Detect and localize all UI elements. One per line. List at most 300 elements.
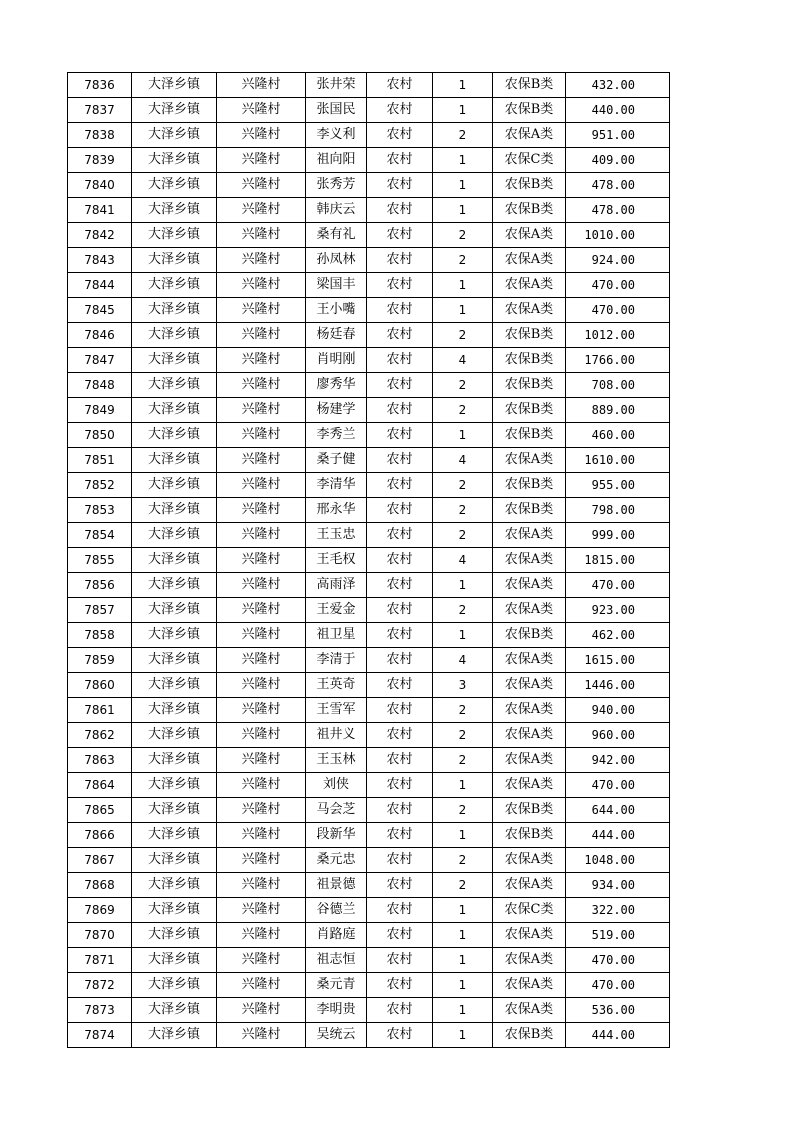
household-type-cell: 农村 xyxy=(367,423,433,448)
row-number-cell: 7863 xyxy=(68,748,132,773)
township-cell: 大泽乡镇 xyxy=(132,298,217,323)
village-cell: 兴隆村 xyxy=(217,498,306,523)
village-cell: 兴隆村 xyxy=(217,673,306,698)
category-cell: 农保B类 xyxy=(493,823,566,848)
person-count-cell: 1 xyxy=(433,1023,493,1048)
category-cell: 农保A类 xyxy=(493,248,566,273)
township-cell: 大泽乡镇 xyxy=(132,998,217,1023)
township-cell: 大泽乡镇 xyxy=(132,148,217,173)
township-cell: 大泽乡镇 xyxy=(132,198,217,223)
village-cell: 兴隆村 xyxy=(217,273,306,298)
row-number-cell: 7873 xyxy=(68,998,132,1023)
row-number-cell: 7861 xyxy=(68,698,132,723)
row-number-cell: 7855 xyxy=(68,548,132,573)
person-count-cell: 1 xyxy=(433,998,493,1023)
village-cell: 兴隆村 xyxy=(217,998,306,1023)
person-count-cell: 1 xyxy=(433,198,493,223)
amount-cell: 440.00 xyxy=(566,98,670,123)
household-type-cell: 农村 xyxy=(367,848,433,873)
table-row xyxy=(68,623,670,648)
name-cell: 祖景德 xyxy=(306,873,367,898)
household-type-cell: 农村 xyxy=(367,398,433,423)
table-row xyxy=(68,648,670,673)
village-cell: 兴隆村 xyxy=(217,923,306,948)
row-number-cell: 7845 xyxy=(68,298,132,323)
row-number-cell: 7858 xyxy=(68,623,132,648)
category-cell: 农保C类 xyxy=(493,148,566,173)
township-cell: 大泽乡镇 xyxy=(132,648,217,673)
household-type-cell: 农村 xyxy=(367,898,433,923)
township-cell: 大泽乡镇 xyxy=(132,398,217,423)
village-cell: 兴隆村 xyxy=(217,623,306,648)
household-type-cell: 农村 xyxy=(367,573,433,598)
category-cell: 农保B类 xyxy=(493,73,566,98)
table-row xyxy=(68,423,670,448)
township-cell: 大泽乡镇 xyxy=(132,123,217,148)
person-count-cell: 1 xyxy=(433,923,493,948)
household-type-cell: 农村 xyxy=(367,148,433,173)
household-type-cell: 农村 xyxy=(367,798,433,823)
amount-cell: 409.00 xyxy=(566,148,670,173)
table-row xyxy=(68,548,670,573)
row-number-cell: 7841 xyxy=(68,198,132,223)
name-cell: 王英奇 xyxy=(306,673,367,698)
name-cell: 张秀芳 xyxy=(306,173,367,198)
person-count-cell: 3 xyxy=(433,673,493,698)
township-cell: 大泽乡镇 xyxy=(132,248,217,273)
name-cell: 王毛权 xyxy=(306,548,367,573)
table-row xyxy=(68,973,670,998)
village-cell: 兴隆村 xyxy=(217,423,306,448)
village-cell: 兴隆村 xyxy=(217,973,306,998)
household-type-cell: 农村 xyxy=(367,823,433,848)
person-count-cell: 2 xyxy=(433,498,493,523)
amount-cell: 951.00 xyxy=(566,123,670,148)
name-cell: 王玉林 xyxy=(306,748,367,773)
person-count-cell: 4 xyxy=(433,348,493,373)
category-cell: 农保A类 xyxy=(493,598,566,623)
category-cell: 农保B类 xyxy=(493,1023,566,1048)
village-cell: 兴隆村 xyxy=(217,298,306,323)
village-cell: 兴隆村 xyxy=(217,173,306,198)
township-cell: 大泽乡镇 xyxy=(132,423,217,448)
row-number-cell: 7866 xyxy=(68,823,132,848)
township-cell: 大泽乡镇 xyxy=(132,798,217,823)
household-type-cell: 农村 xyxy=(367,973,433,998)
row-number-cell: 7860 xyxy=(68,673,132,698)
village-cell: 兴隆村 xyxy=(217,648,306,673)
table-row xyxy=(68,848,670,873)
name-cell: 孙凤林 xyxy=(306,248,367,273)
row-number-cell: 7864 xyxy=(68,773,132,798)
amount-cell: 798.00 xyxy=(566,498,670,523)
township-cell: 大泽乡镇 xyxy=(132,823,217,848)
category-cell: 农保A类 xyxy=(493,973,566,998)
table-row xyxy=(68,748,670,773)
amount-cell: 644.00 xyxy=(566,798,670,823)
household-type-cell: 农村 xyxy=(367,323,433,348)
allowance-table xyxy=(67,72,670,1048)
household-type-cell: 农村 xyxy=(367,998,433,1023)
table-row xyxy=(68,173,670,198)
name-cell: 桑元青 xyxy=(306,973,367,998)
name-cell: 桑元忠 xyxy=(306,848,367,873)
person-count-cell: 4 xyxy=(433,548,493,573)
amount-cell: 478.00 xyxy=(566,198,670,223)
category-cell: 农保A类 xyxy=(493,923,566,948)
township-cell: 大泽乡镇 xyxy=(132,973,217,998)
person-count-cell: 1 xyxy=(433,973,493,998)
township-cell: 大泽乡镇 xyxy=(132,498,217,523)
household-type-cell: 农村 xyxy=(367,248,433,273)
table-row xyxy=(68,673,670,698)
row-number-cell: 7872 xyxy=(68,973,132,998)
amount-cell: 462.00 xyxy=(566,623,670,648)
township-cell: 大泽乡镇 xyxy=(132,473,217,498)
name-cell: 段新华 xyxy=(306,823,367,848)
row-number-cell: 7867 xyxy=(68,848,132,873)
village-cell: 兴隆村 xyxy=(217,948,306,973)
category-cell: 农保A类 xyxy=(493,523,566,548)
township-cell: 大泽乡镇 xyxy=(132,948,217,973)
category-cell: 农保A类 xyxy=(493,673,566,698)
table-row xyxy=(68,198,670,223)
row-number-cell: 7848 xyxy=(68,373,132,398)
household-type-cell: 农村 xyxy=(367,473,433,498)
category-cell: 农保A类 xyxy=(493,223,566,248)
table-row xyxy=(68,373,670,398)
household-type-cell: 农村 xyxy=(367,173,433,198)
row-number-cell: 7853 xyxy=(68,498,132,523)
person-count-cell: 2 xyxy=(433,373,493,398)
village-cell: 兴隆村 xyxy=(217,598,306,623)
household-type-cell: 农村 xyxy=(367,348,433,373)
amount-cell: 470.00 xyxy=(566,948,670,973)
village-cell: 兴隆村 xyxy=(217,1023,306,1048)
amount-cell: 708.00 xyxy=(566,373,670,398)
table-row xyxy=(68,473,670,498)
row-number-cell: 7874 xyxy=(68,1023,132,1048)
person-count-cell: 1 xyxy=(433,823,493,848)
amount-cell: 519.00 xyxy=(566,923,670,948)
person-count-cell: 2 xyxy=(433,848,493,873)
village-cell: 兴隆村 xyxy=(217,98,306,123)
person-count-cell: 2 xyxy=(433,398,493,423)
name-cell: 王玉忠 xyxy=(306,523,367,548)
category-cell: 农保A类 xyxy=(493,648,566,673)
category-cell: 农保B类 xyxy=(493,198,566,223)
amount-cell: 1815.00 xyxy=(566,548,670,573)
row-number-cell: 7836 xyxy=(68,73,132,98)
household-type-cell: 农村 xyxy=(367,873,433,898)
row-number-cell: 7857 xyxy=(68,598,132,623)
household-type-cell: 农村 xyxy=(367,623,433,648)
amount-cell: 470.00 xyxy=(566,273,670,298)
person-count-cell: 2 xyxy=(433,748,493,773)
village-cell: 兴隆村 xyxy=(217,448,306,473)
village-cell: 兴隆村 xyxy=(217,148,306,173)
table-row xyxy=(68,123,670,148)
village-cell: 兴隆村 xyxy=(217,698,306,723)
amount-cell: 478.00 xyxy=(566,173,670,198)
township-cell: 大泽乡镇 xyxy=(132,323,217,348)
name-cell: 李明贵 xyxy=(306,998,367,1023)
amount-cell: 536.00 xyxy=(566,998,670,1023)
household-type-cell: 农村 xyxy=(367,273,433,298)
township-cell: 大泽乡镇 xyxy=(132,898,217,923)
township-cell: 大泽乡镇 xyxy=(132,523,217,548)
village-cell: 兴隆村 xyxy=(217,223,306,248)
amount-cell: 1766.00 xyxy=(566,348,670,373)
amount-cell: 960.00 xyxy=(566,723,670,748)
row-number-cell: 7868 xyxy=(68,873,132,898)
person-count-cell: 2 xyxy=(433,323,493,348)
household-type-cell: 农村 xyxy=(367,223,433,248)
person-count-cell: 2 xyxy=(433,473,493,498)
name-cell: 桑有礼 xyxy=(306,223,367,248)
amount-cell: 999.00 xyxy=(566,523,670,548)
amount-cell: 322.00 xyxy=(566,898,670,923)
table-row xyxy=(68,498,670,523)
row-number-cell: 7859 xyxy=(68,648,132,673)
amount-cell: 470.00 xyxy=(566,973,670,998)
township-cell: 大泽乡镇 xyxy=(132,923,217,948)
table-row xyxy=(68,98,670,123)
village-cell: 兴隆村 xyxy=(217,73,306,98)
household-type-cell: 农村 xyxy=(367,298,433,323)
table-row xyxy=(68,573,670,598)
row-number-cell: 7843 xyxy=(68,248,132,273)
category-cell: 农保A类 xyxy=(493,273,566,298)
village-cell: 兴隆村 xyxy=(217,898,306,923)
name-cell: 肖路庭 xyxy=(306,923,367,948)
category-cell: 农保B类 xyxy=(493,623,566,648)
table-row xyxy=(68,323,670,348)
person-count-cell: 1 xyxy=(433,173,493,198)
village-cell: 兴隆村 xyxy=(217,198,306,223)
household-type-cell: 农村 xyxy=(367,948,433,973)
category-cell: 农保A类 xyxy=(493,873,566,898)
category-cell: 农保A类 xyxy=(493,773,566,798)
name-cell: 张井荣 xyxy=(306,73,367,98)
amount-cell: 444.00 xyxy=(566,1023,670,1048)
row-number-cell: 7847 xyxy=(68,348,132,373)
amount-cell: 1615.00 xyxy=(566,648,670,673)
name-cell: 李义利 xyxy=(306,123,367,148)
table-row xyxy=(68,698,670,723)
township-cell: 大泽乡镇 xyxy=(132,373,217,398)
person-count-cell: 2 xyxy=(433,723,493,748)
category-cell: 农保B类 xyxy=(493,423,566,448)
township-cell: 大泽乡镇 xyxy=(132,598,217,623)
household-type-cell: 农村 xyxy=(367,723,433,748)
village-cell: 兴隆村 xyxy=(217,323,306,348)
township-cell: 大泽乡镇 xyxy=(132,723,217,748)
row-number-cell: 7871 xyxy=(68,948,132,973)
village-cell: 兴隆村 xyxy=(217,848,306,873)
table-row xyxy=(68,348,670,373)
household-type-cell: 农村 xyxy=(367,123,433,148)
person-count-cell: 2 xyxy=(433,123,493,148)
name-cell: 马会芝 xyxy=(306,798,367,823)
table-row xyxy=(68,723,670,748)
row-number-cell: 7837 xyxy=(68,98,132,123)
village-cell: 兴隆村 xyxy=(217,723,306,748)
household-type-cell: 农村 xyxy=(367,98,433,123)
name-cell: 梁国丰 xyxy=(306,273,367,298)
name-cell: 祖向阳 xyxy=(306,148,367,173)
table-row xyxy=(68,598,670,623)
person-count-cell: 4 xyxy=(433,648,493,673)
household-type-cell: 农村 xyxy=(367,1023,433,1048)
village-cell: 兴隆村 xyxy=(217,798,306,823)
name-cell: 王小嘴 xyxy=(306,298,367,323)
name-cell: 韩庆云 xyxy=(306,198,367,223)
household-type-cell: 农村 xyxy=(367,548,433,573)
township-cell: 大泽乡镇 xyxy=(132,98,217,123)
person-count-cell: 1 xyxy=(433,898,493,923)
table-row xyxy=(68,823,670,848)
row-number-cell: 7844 xyxy=(68,273,132,298)
name-cell: 祖志恒 xyxy=(306,948,367,973)
table-row xyxy=(68,1023,670,1048)
household-type-cell: 农村 xyxy=(367,673,433,698)
township-cell: 大泽乡镇 xyxy=(132,223,217,248)
row-number-cell: 7838 xyxy=(68,123,132,148)
name-cell: 祖井义 xyxy=(306,723,367,748)
category-cell: 农保B类 xyxy=(493,498,566,523)
amount-cell: 444.00 xyxy=(566,823,670,848)
row-number-cell: 7854 xyxy=(68,523,132,548)
category-cell: 农保C类 xyxy=(493,898,566,923)
household-type-cell: 农村 xyxy=(367,198,433,223)
name-cell: 王爱金 xyxy=(306,598,367,623)
amount-cell: 470.00 xyxy=(566,573,670,598)
name-cell: 王雪军 xyxy=(306,698,367,723)
category-cell: 农保B类 xyxy=(493,173,566,198)
name-cell: 高雨泽 xyxy=(306,573,367,598)
village-cell: 兴隆村 xyxy=(217,348,306,373)
amount-cell: 432.00 xyxy=(566,73,670,98)
table-row xyxy=(68,73,670,98)
person-count-cell: 1 xyxy=(433,948,493,973)
category-cell: 农保B类 xyxy=(493,373,566,398)
township-cell: 大泽乡镇 xyxy=(132,698,217,723)
table-row xyxy=(68,798,670,823)
category-cell: 农保A类 xyxy=(493,998,566,1023)
name-cell: 肖明刚 xyxy=(306,348,367,373)
amount-cell: 934.00 xyxy=(566,873,670,898)
household-type-cell: 农村 xyxy=(367,498,433,523)
person-count-cell: 2 xyxy=(433,248,493,273)
amount-cell: 940.00 xyxy=(566,698,670,723)
township-cell: 大泽乡镇 xyxy=(132,273,217,298)
person-count-cell: 1 xyxy=(433,98,493,123)
row-number-cell: 7846 xyxy=(68,323,132,348)
name-cell: 邢永华 xyxy=(306,498,367,523)
amount-cell: 1010.00 xyxy=(566,223,670,248)
row-number-cell: 7852 xyxy=(68,473,132,498)
household-type-cell: 农村 xyxy=(367,698,433,723)
table-row xyxy=(68,523,670,548)
row-number-cell: 7869 xyxy=(68,898,132,923)
name-cell: 刘侠 xyxy=(306,773,367,798)
amount-cell: 1446.00 xyxy=(566,673,670,698)
table-row xyxy=(68,398,670,423)
person-count-cell: 2 xyxy=(433,523,493,548)
township-cell: 大泽乡镇 xyxy=(132,448,217,473)
village-cell: 兴隆村 xyxy=(217,773,306,798)
person-count-cell: 1 xyxy=(433,148,493,173)
township-cell: 大泽乡镇 xyxy=(132,1023,217,1048)
person-count-cell: 1 xyxy=(433,423,493,448)
village-cell: 兴隆村 xyxy=(217,523,306,548)
category-cell: 农保B类 xyxy=(493,323,566,348)
amount-cell: 470.00 xyxy=(566,298,670,323)
name-cell: 李清华 xyxy=(306,473,367,498)
amount-cell: 460.00 xyxy=(566,423,670,448)
category-cell: 农保A类 xyxy=(493,548,566,573)
amount-cell: 923.00 xyxy=(566,598,670,623)
category-cell: 农保A类 xyxy=(493,448,566,473)
person-count-cell: 2 xyxy=(433,698,493,723)
person-count-cell: 2 xyxy=(433,598,493,623)
name-cell: 杨建学 xyxy=(306,398,367,423)
township-cell: 大泽乡镇 xyxy=(132,873,217,898)
township-cell: 大泽乡镇 xyxy=(132,548,217,573)
row-number-cell: 7851 xyxy=(68,448,132,473)
name-cell: 李秀兰 xyxy=(306,423,367,448)
household-type-cell: 农村 xyxy=(367,773,433,798)
township-cell: 大泽乡镇 xyxy=(132,573,217,598)
name-cell: 廖秀华 xyxy=(306,373,367,398)
village-cell: 兴隆村 xyxy=(217,248,306,273)
table-row xyxy=(68,223,670,248)
village-cell: 兴隆村 xyxy=(217,873,306,898)
township-cell: 大泽乡镇 xyxy=(132,173,217,198)
name-cell: 祖卫星 xyxy=(306,623,367,648)
household-type-cell: 农村 xyxy=(367,648,433,673)
person-count-cell: 2 xyxy=(433,798,493,823)
household-type-cell: 农村 xyxy=(367,923,433,948)
person-count-cell: 1 xyxy=(433,273,493,298)
name-cell: 吴统云 xyxy=(306,1023,367,1048)
table-row xyxy=(68,273,670,298)
person-count-cell: 4 xyxy=(433,448,493,473)
row-number-cell: 7842 xyxy=(68,223,132,248)
table-row xyxy=(68,448,670,473)
amount-cell: 470.00 xyxy=(566,773,670,798)
table-body xyxy=(68,73,670,1048)
category-cell: 农保B类 xyxy=(493,348,566,373)
household-type-cell: 农村 xyxy=(367,373,433,398)
person-count-cell: 1 xyxy=(433,73,493,98)
village-cell: 兴隆村 xyxy=(217,748,306,773)
category-cell: 农保A类 xyxy=(493,948,566,973)
table-row xyxy=(68,248,670,273)
table-row xyxy=(68,998,670,1023)
name-cell: 杨廷春 xyxy=(306,323,367,348)
row-number-cell: 7870 xyxy=(68,923,132,948)
person-count-cell: 1 xyxy=(433,298,493,323)
amount-cell: 1610.00 xyxy=(566,448,670,473)
township-cell: 大泽乡镇 xyxy=(132,748,217,773)
amount-cell: 889.00 xyxy=(566,398,670,423)
table-row xyxy=(68,898,670,923)
name-cell: 桑子健 xyxy=(306,448,367,473)
row-number-cell: 7839 xyxy=(68,148,132,173)
amount-cell: 942.00 xyxy=(566,748,670,773)
